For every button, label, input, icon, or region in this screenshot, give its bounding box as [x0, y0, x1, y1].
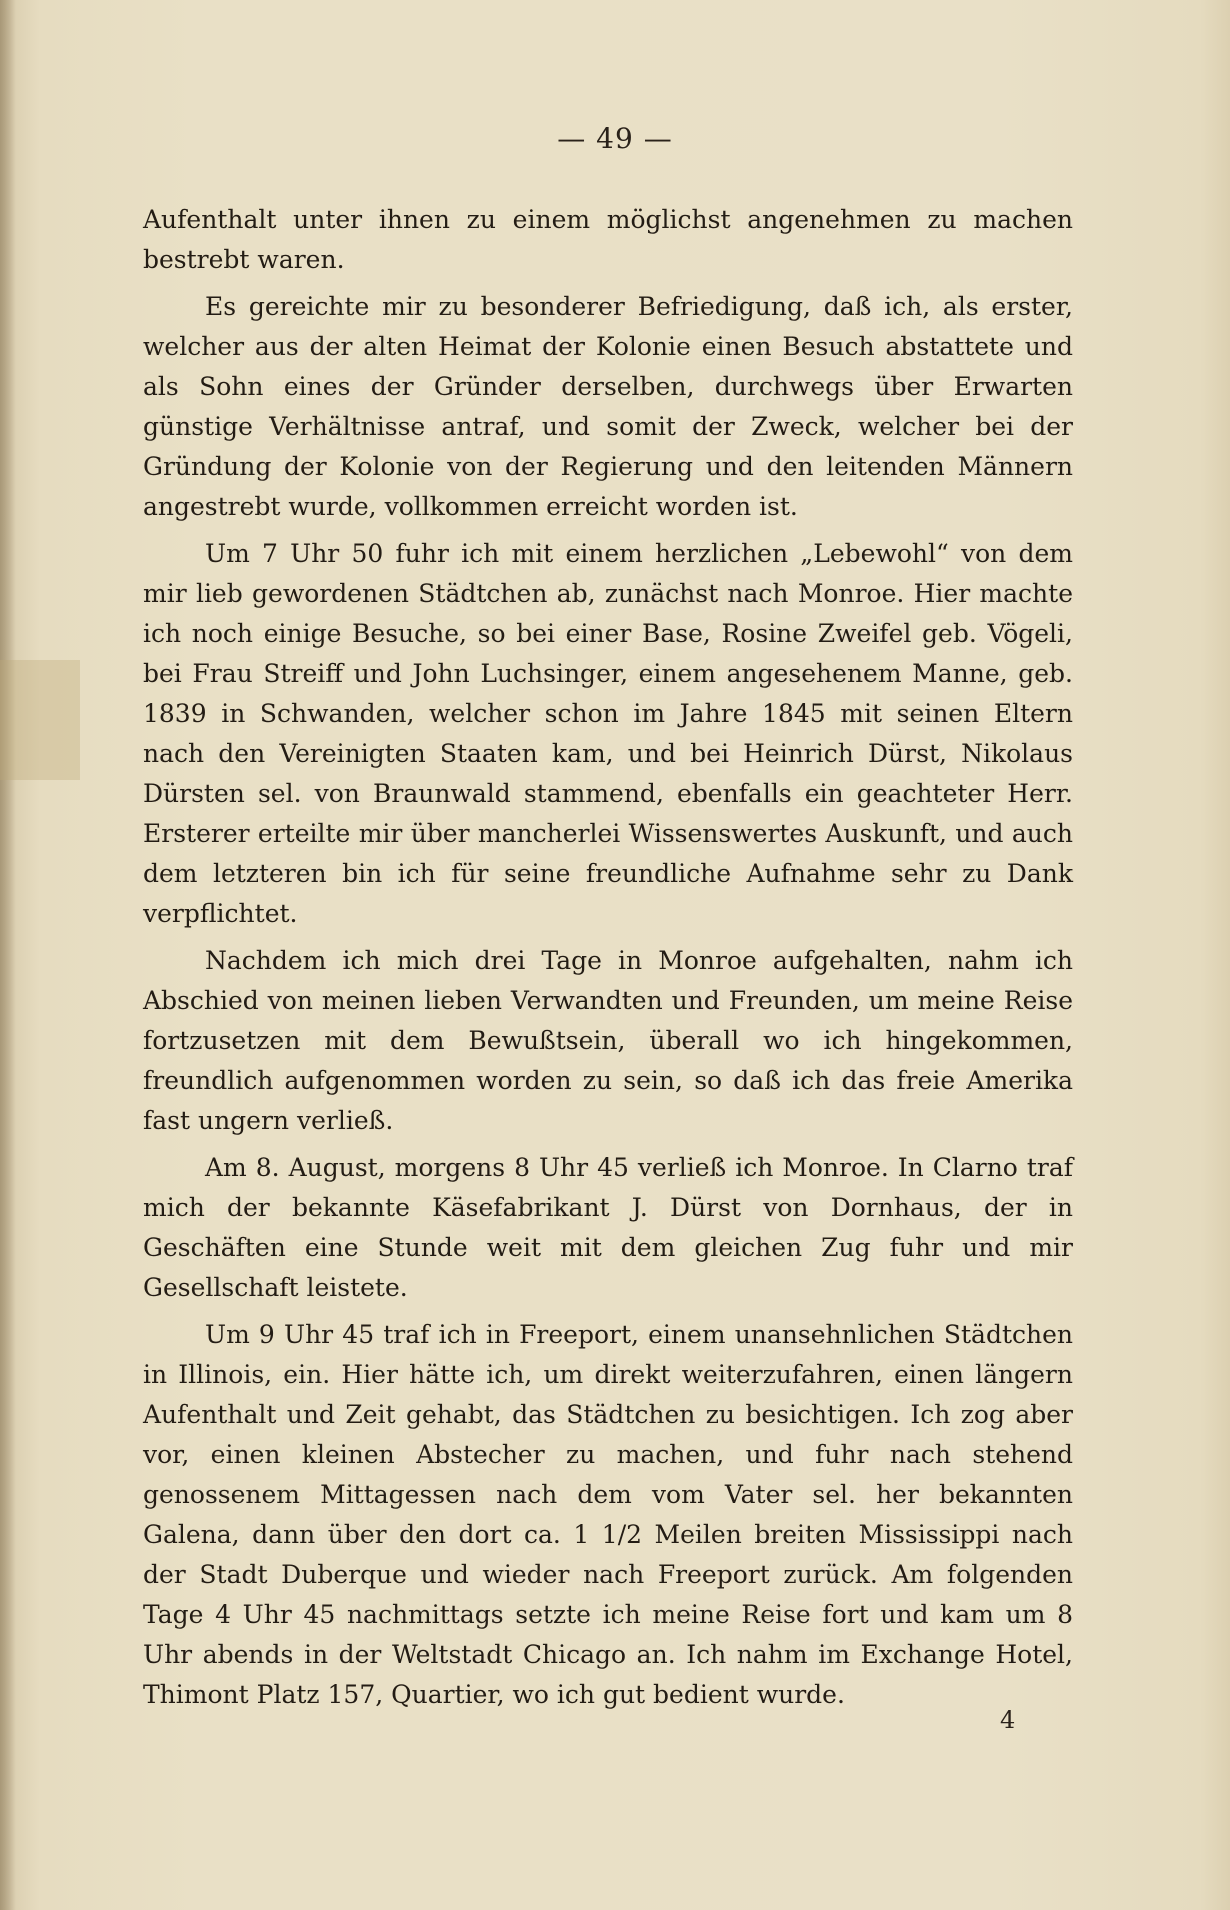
paragraph-5: Am 8. August, morgens 8 Uhr 45 verließ ich Monroe. In Clarno traf mich der bekannte Käsefabrikant J. Dürst von Dornhaus, der in Geschäften eine Stunde weit mit dem gleichen Zug fuhr und mir Gesellschaft leistete.: [143, 1153, 1073, 1302]
page-number: — 49 —: [557, 122, 673, 155]
page-edge-shadow: [0, 0, 16, 1910]
body-text: [143, 200, 1073, 1715]
paragraph-1: Aufenthalt unter ihnen zu einem möglichst angenehmen zu machen bestrebt waren.: [143, 205, 1073, 274]
signature-mark: 4: [1000, 1706, 1016, 1734]
tape-stain: [0, 660, 80, 780]
paragraph-3: Um 7 Uhr 50 fuhr ich mit einem herzlichen „Lebewohl“ von dem mir lieb gewordenen Städtchen ab, zunächst nach Monroe. Hier machte ich noch einige Besuche, so bei einer Base, Rosine Zweifel geb. Vögeli, bei Frau Streiff und John Luchsinger, einem angesehenem Manne, geb. 1839 in Schwanden, welcher schon im Jahre 1845 mit seinen Eltern nach den Vereinigten Staaten kam, und bei Heinrich Dürst, Nikolaus Dürsten sel. von Braunwald stammend, ebenfalls ein geachteter Herr. Ersterer erteilte mir über mancherlei Wissenswertes Auskunft, und auch dem letzteren bin ich für seine freundliche Aufnahme sehr zu Dank verpflichtet.: [143, 539, 1073, 928]
paragraph-4: Nachdem ich mich drei Tage in Monroe aufgehalten, nahm ich Abschied von meinen lieben Verwandten und Freunden, um meine Reise fortzusetzen mit dem Bewußtsein, überall wo ich hingekommen, freundlich aufgenommen worden zu sein, so daß ich das freie Amerika fast ungern verließ.: [143, 946, 1073, 1135]
paragraph-2: Es gereichte mir zu besonderer Befriedigung, daß ich, als erster, welcher aus der alten Heimat der Kolonie einen Besuch abstattete und als Sohn eines der Gründer derselben, durchwegs über Erwarten günstige Verhältnisse antraf, und somit der Zweck, welcher bei der Gründung der Kolonie von der Regierung und den leitenden Männern angestrebt wurde, vollkommen erreicht worden ist.: [143, 292, 1073, 521]
paragraph-6: Um 9 Uhr 45 traf ich in Freeport, einem unansehnlichen Städtchen in Illinois, ein. Hier hätte ich, um direkt weiterzufahren, einen längern Aufenthalt und Zeit gehabt, das Städtchen zu besichtigen. Ich zog aber vor, einen kleinen Abstecher zu machen, und fuhr nach stehend genossenem Mittagessen nach dem vom Vater sel. her bekannten Galena, dann über den dort ca. 1 1/2 Meilen breiten Mississippi nach der Stadt Duberque und wieder nach Freeport zurück. Am folgenden Tage 4 Uhr 45 nachmittags setzte ich meine Reise fort und kam um 8 Uhr abends in der Weltstadt Chicago an. Ich nahm im Exchange Hotel, Thimont Platz 157, Quartier, wo ich gut bedient wurde.: [143, 1320, 1073, 1709]
